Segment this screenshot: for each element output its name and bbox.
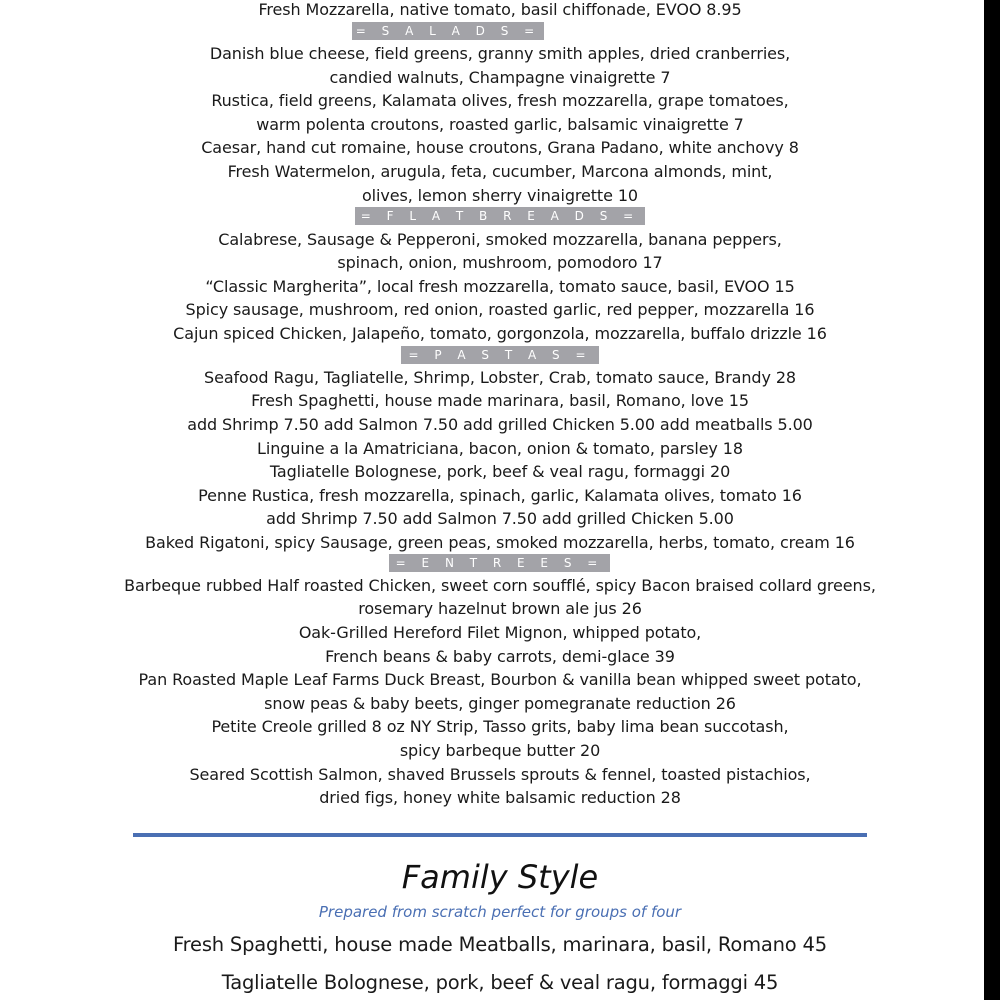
menu-item-line: warm polenta croutons, roasted garlic, balsamic vinaigrette 7 [256,115,744,134]
menu-item-line: candied walnuts, Champagne vinaigrette 7 [329,68,671,87]
menu-item-line: Calabrese, Sausage & Pepperoni, smoked mozzarella, banana peppers, [218,230,782,249]
menu-item-line: Linguine a la Amatriciana, bacon, onion & tomato, parsley 18 [257,439,743,458]
menu-item-line: “Classic Margherita”, local fresh mozzarella, tomato sauce, basil, EVOO 15 [205,277,795,296]
menu-item-line: olives, lemon sherry vinaigrette 10 [361,186,638,205]
family-style-subtitle: Prepared from scratch perfect for groups of four [318,903,682,921]
menu-item-line: dried figs, honey white balsamic reduction 28 [319,788,681,807]
menu-item-line: Danish blue cheese, field greens, granny smith apples, dried cranberries, [209,44,791,63]
menu-item-line: Oak-Grilled Hereford Filet Mignon, whipped potato, [298,623,702,642]
menu-item-line: Seafood Ragu, Tagliatelle, Shrimp, Lobster, Crab, tomato sauce, Brandy 28 [204,368,796,387]
menu-item-line: spicy barbeque butter 20 [399,741,601,760]
menu-item-line: Seared Scottish Salmon, shaved Brussels sprouts & fennel, toasted pistachios, [189,765,811,784]
menu-item-line: snow peas & baby beets, ginger pomegranate reduction 26 [264,694,736,713]
family-style-title: Family Style [401,858,599,896]
menu-item-line: Cajun spiced Chicken, Jalapeño, tomato, gorgonzola, mozzarella, buffalo drizzle 16 [173,324,827,343]
section-header-entrees: = E N T R E E S = [389,554,610,572]
menu-item-line: Spicy sausage, mushroom, red onion, roasted garlic, red pepper, mozzarella 16 [185,300,815,319]
menu-item-line: spinach, onion, mushroom, pomodoro 17 [337,253,663,272]
menu-item-line: Fresh Spaghetti, house made marinara, basil, Romano, love 15 [251,391,749,410]
section-header-salads: = S A L A D S = [352,22,544,40]
menu-item-line: Pan Roasted Maple Leaf Farms Duck Breast, Bourbon & vanilla bean whipped sweet potato, [138,670,862,689]
menu-item-line: Rustica, field greens, Kalamata olives, fresh mozzarella, grape tomatoes, [211,91,789,110]
menu-item-line: Petite Creole grilled 8 oz NY Strip, Tasso grits, baby lima bean succotash, [211,717,789,736]
section-header-pastas: = P A S T A S = [401,346,599,364]
section-header-flatbreads: = F L A T B R E A D S = [355,207,645,225]
menu-item-line: Tagliatelle Bolognese, pork, beef & veal ragu, formaggi 20 [269,462,731,481]
menu-item-line: add Shrimp 7.50 add Salmon 7.50 add grilled Chicken 5.00 add meatballs 5.00 [187,415,813,434]
family-menu-item: Tagliatelle Bolognese, pork, beef & veal ragu, formaggi 45 [221,971,779,994]
menu-item-line: add Shrimp 7.50 add Salmon 7.50 add grilled Chicken 5.00 [266,509,734,528]
menu-item-line: Fresh Watermelon, arugula, feta, cucumber, Marcona almonds, mint, [227,162,773,181]
menu-item-line: Caesar, hand cut romaine, house croutons, Grana Padano, white anchovy 8 [201,138,799,157]
menu-item-line: Fresh Mozzarella, native tomato, basil chiffonade, EVOO 8.95 [258,0,742,19]
menu-item-line: Baked Rigatoni, spicy Sausage, green peas, smoked mozzarella, herbs, tomato, cream 16 [145,533,855,552]
menu-item-line: French beans & baby carrots, demi-glace 39 [325,647,675,666]
menu-item-line: Barbeque rubbed Half roasted Chicken, sweet corn soufflé, spicy Bacon braised collard greens, [124,576,876,595]
menu-item-line: Penne Rustica, fresh mozzarella, spinach, garlic, Kalamata olives, tomato 16 [198,486,802,505]
section-divider [133,833,867,837]
family-menu-item: Fresh Spaghetti, house made Meatballs, marinara, basil, Romano 45 [173,933,827,956]
menu-item-line: rosemary hazelnut brown ale jus 26 [358,599,642,618]
